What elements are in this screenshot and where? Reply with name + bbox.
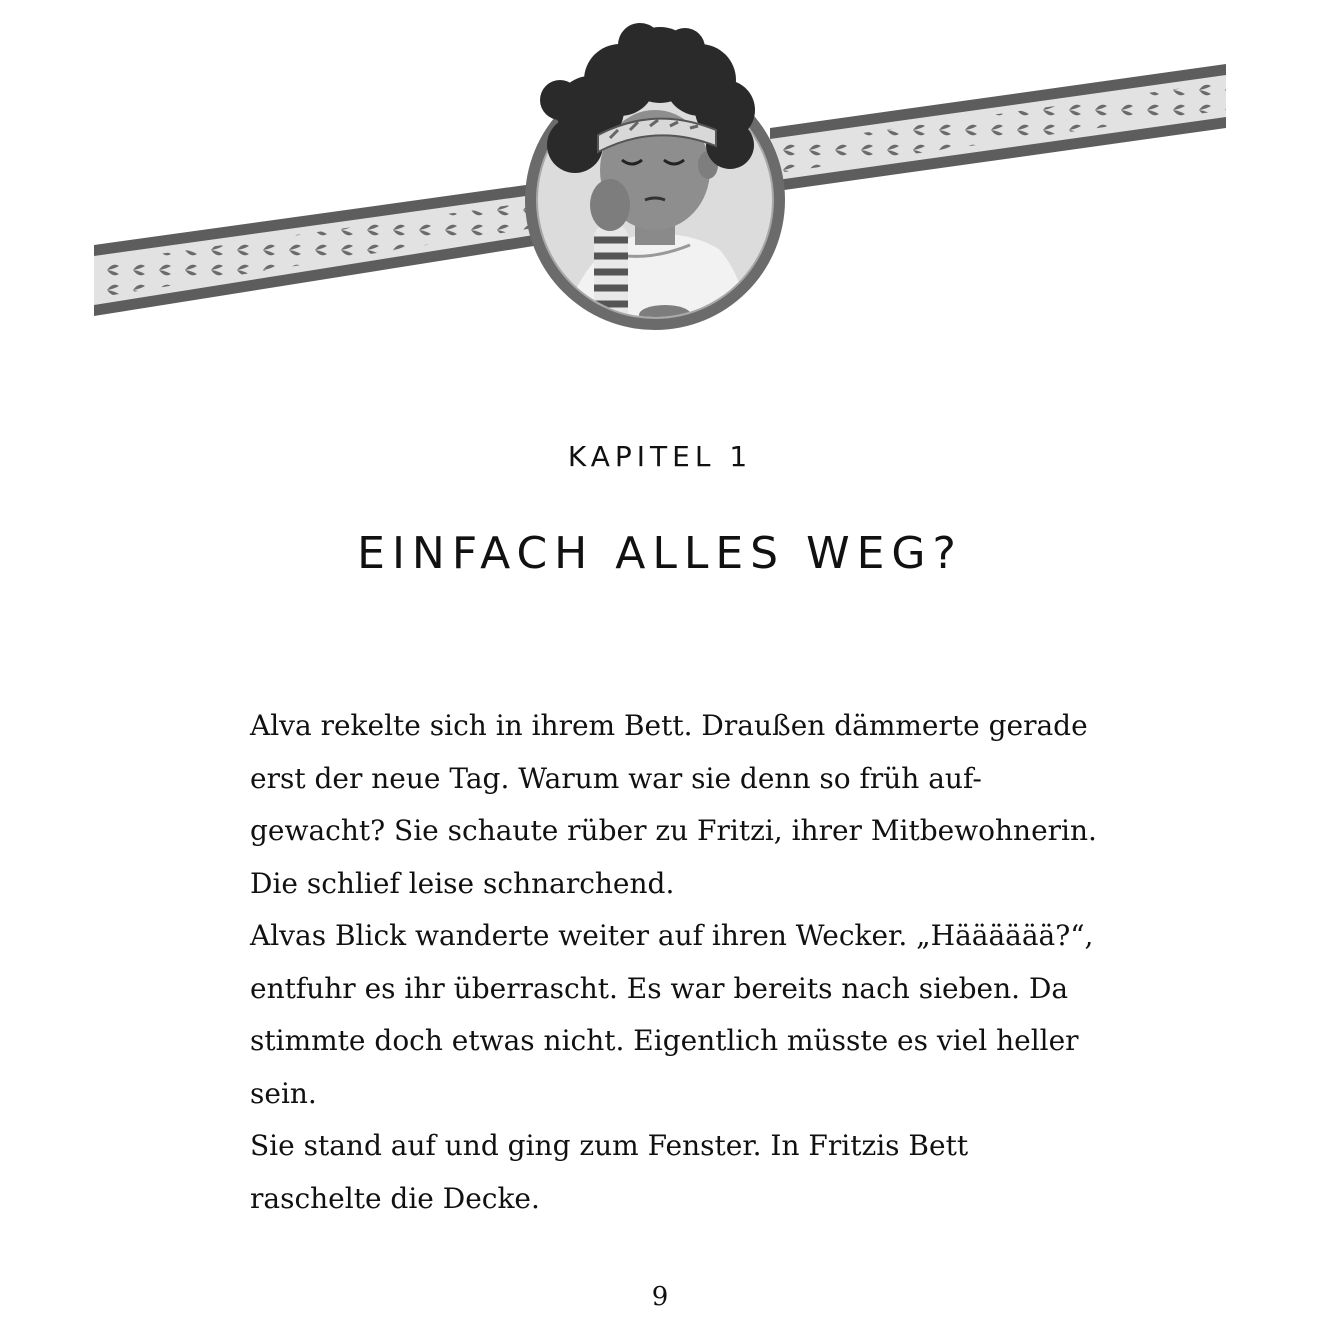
- text-line: Alvas Blick wanderte weiter auf ihren Wecker. „Hääääää?“,: [250, 919, 1094, 952]
- chapter-header-illustration: [0, 0, 1320, 340]
- chapter-title: EINFACH ALLES WEG?: [357, 528, 963, 579]
- text-line: sein.: [250, 1076, 317, 1110]
- medallion: [525, 23, 785, 330]
- right-banner: [770, 64, 1226, 192]
- text-line: entfuhr es ihr überrascht. Es war bereits nach sieben. Da: [250, 971, 1069, 1005]
- text-line: Sie stand auf und ging zum Fenster. In Fritzis Bett: [250, 1129, 969, 1162]
- page-number: 9: [651, 1282, 669, 1312]
- text-line: stimmte doch etwas nicht. Eigentlich müsste es viel heller: [250, 1024, 1079, 1057]
- left-banner: [94, 183, 540, 316]
- chapter-label: KAPITEL 1: [567, 440, 753, 473]
- text-line: gewacht? Sie schaute rüber zu Fritzi, ihrer Mitbewohnerin.: [250, 814, 1097, 847]
- text-line: erst der neue Tag. Warum war sie denn so früh auf-: [250, 761, 982, 795]
- text-line: Alva rekelte sich in ihrem Bett. Draußen dämmerte gerade: [250, 709, 1088, 742]
- text-line: Die schlief leise schnarchend.: [250, 866, 675, 900]
- text-line: raschelte die Decke.: [250, 1181, 540, 1215]
- body-text: [250, 700, 1097, 1225]
